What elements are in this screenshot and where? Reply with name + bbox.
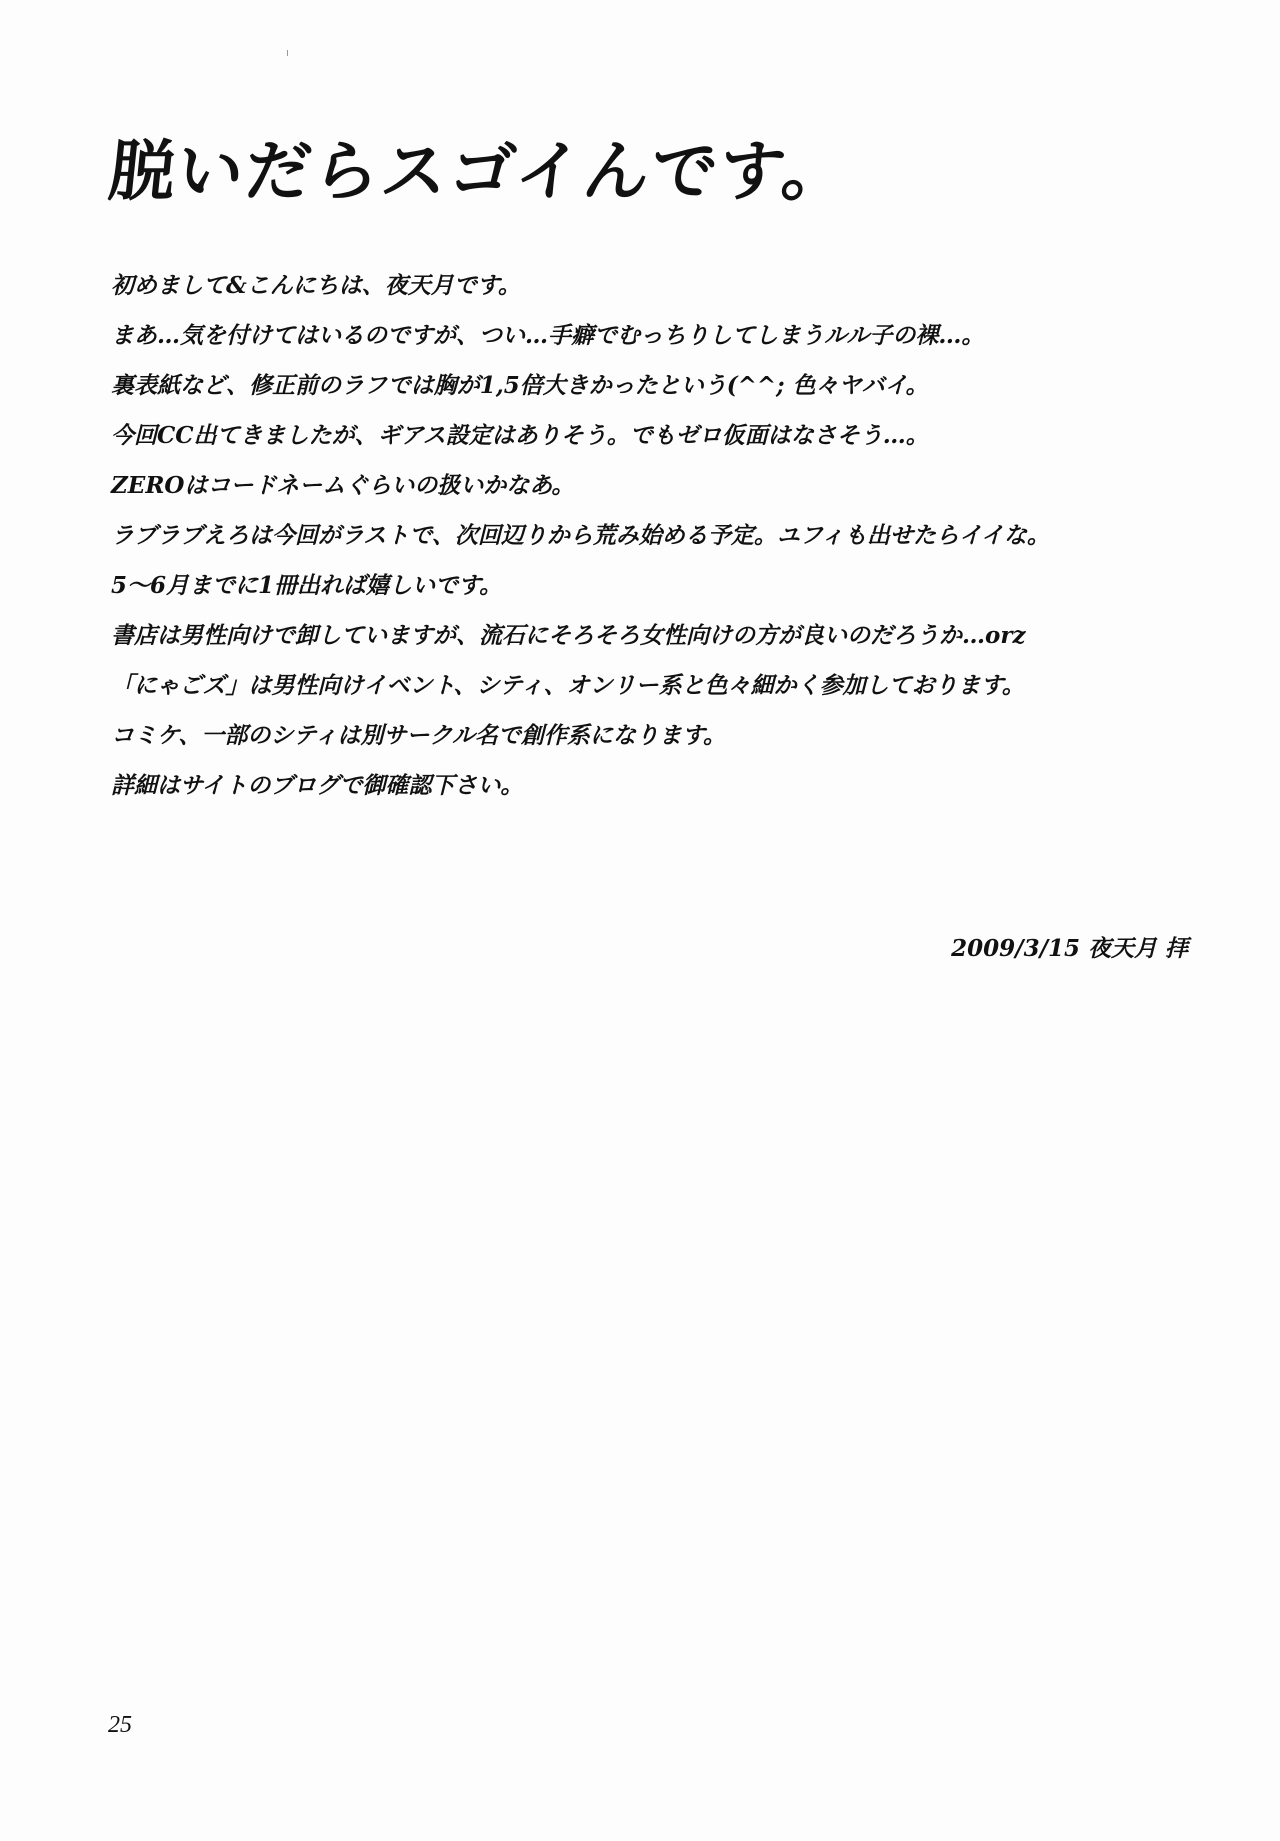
- body-line: 書店は男性向けで卸していますが、流石にそろそろ女性向けの方が良いのだろうか…orz: [111, 622, 1026, 649]
- body-line: コミケ、一部のシティは別サークル名で創作系になります。: [111, 722, 727, 749]
- body-line: ZEROはコードネームぐらいの扱いかなあ。: [111, 472, 575, 499]
- scan-speck: [287, 50, 288, 56]
- page-title: 脱いだらスゴイんです。: [105, 133, 855, 210]
- body-line: 「にゃごズ」は男性向けイベント、シティ、オンリー系と色々細かく参加しております。: [111, 672, 1025, 699]
- body-line: 今回CC出てきましたが、ギアス設定はありそう。でもゼロ仮面はなさそう…。: [111, 422, 929, 449]
- body-line: 5〜6月までに1冊出れば嬉しいです。: [111, 572, 503, 599]
- signature: 2009/3/15 夜天月 拝: [951, 935, 1188, 962]
- body-line: 詳細はサイトのブログで御確認下さい。: [111, 772, 524, 799]
- body-line: 裏表紙など、修正前のラフでは胸が1,5倍大きかったという(^^; 色々ヤバイ。: [111, 372, 929, 399]
- body-line: ラブラブえろは今回がラストで、次回辺りから荒み始める予定。ユフィも出せたらイイな。: [111, 522, 1050, 549]
- body-line: まあ…気を付けてはいるのですが、つい…手癖でむっちりしてしまうルル子の裸…。: [111, 322, 985, 349]
- page-number: 25: [108, 1712, 132, 1738]
- afterword-body: [111, 272, 1171, 822]
- body-line: 初めまして&こんにちは、夜天月です。: [111, 272, 521, 299]
